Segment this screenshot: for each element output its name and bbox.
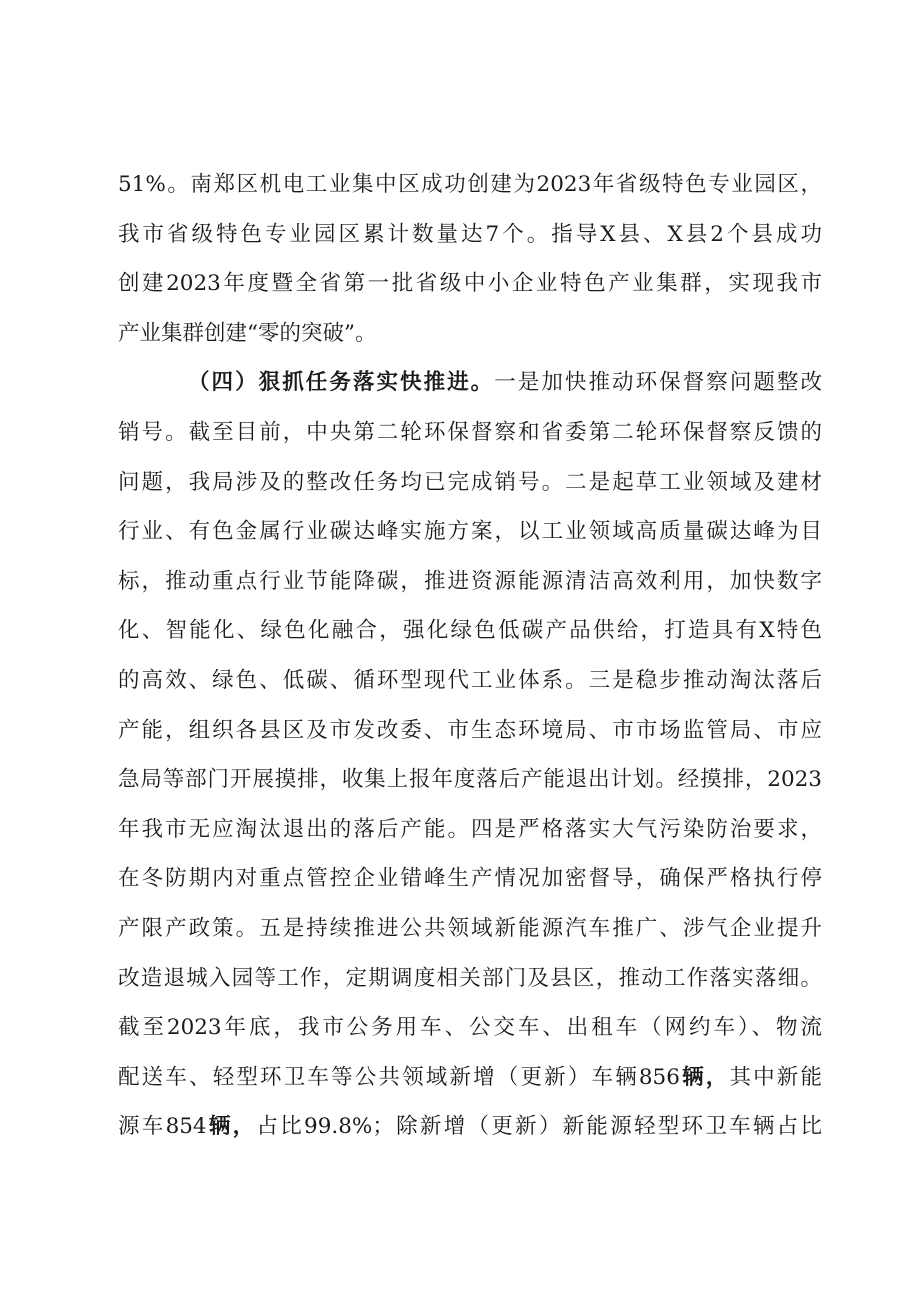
body-text bbox=[118, 160, 822, 1152]
text-line: 急局等部门开展摸排，收集上报年度落后产能退出计划。经摸排，2023 bbox=[118, 767, 822, 793]
text-line bbox=[118, 1102, 822, 1152]
text-line: 年我市无应淘汰退出的落后产能。四是严格落实大气污染防治要求， bbox=[118, 816, 822, 842]
text-run: 配送车、轻型环卫车等公共领域新增（更新）车辆856 bbox=[118, 1064, 680, 1090]
text-line: 截至2023年底，我市公务用车、公交车、出租车（网约车）、物流 bbox=[118, 1015, 822, 1041]
text-line: 的高效、绿色、低碳、循环型现代工业体系。三是稳步推动淘汰落后 bbox=[118, 667, 822, 693]
text-line: 产业集群创建“零的突破”。 bbox=[118, 320, 377, 346]
text-line: 改造退城入园等工作，定期调度相关部门及县区，推动工作落实落细。 bbox=[118, 965, 822, 991]
text-line: 化、智能化、绿色化融合，强化绿色低碳产品供给，打造具有X特色 bbox=[118, 618, 822, 644]
section-heading: （四）狠抓任务落实快推进。 bbox=[188, 370, 495, 396]
text-line: 创建2023年度暨全省第一批省级中小企业特色产业集群，实现我市 bbox=[118, 271, 822, 297]
bold-text-run: 辆， bbox=[679, 1064, 730, 1090]
text-line: 我市省级特色专业园区累计数量达7个。指导X县、X县2个县成功 bbox=[118, 221, 822, 247]
text-line: 在冬防期内对重点管控企业错峰生产情况加密督导，确保严格执行停 bbox=[118, 866, 822, 892]
bold-text-run: 辆， bbox=[206, 1114, 257, 1140]
text-line: 51%。南郑区机电工业集中区成功创建为2023年省级特色专业园区， bbox=[118, 172, 822, 197]
text-line: 问题，我局涉及的整改任务均已完成销号。二是起草工业领域及建材 bbox=[118, 469, 822, 495]
text-run: 一是加快推动环保督察问题整改 bbox=[494, 370, 822, 396]
section-heading-line bbox=[118, 358, 822, 408]
text-line: 行业、有色金属行业碳达峰实施方案，以工业领域高质量碳达峰为目 bbox=[118, 519, 822, 545]
text-line: 产能，组织各县区及市发改委、市生态环境局、市市场监管局、市应 bbox=[118, 717, 822, 743]
text-line: 标，推动重点行业节能降碳，推进资源能源清洁高效利用，加快数字 bbox=[118, 568, 822, 594]
text-line bbox=[118, 1053, 822, 1103]
text-run: 源车854 bbox=[118, 1114, 207, 1140]
text-run: 其中新能 bbox=[729, 1064, 822, 1090]
text-line: 销号。截至目前，中央第二轮环保督察和省委第二轮环保督察反馈的 bbox=[118, 419, 822, 445]
text-line: 产限产政策。五是持续推进公共领域新能源汽车推广、涉气企业提升 bbox=[118, 915, 822, 941]
text-run: 占比99.8%；除新增（更新）新能源轻型环卫车辆占比 bbox=[256, 1114, 822, 1140]
